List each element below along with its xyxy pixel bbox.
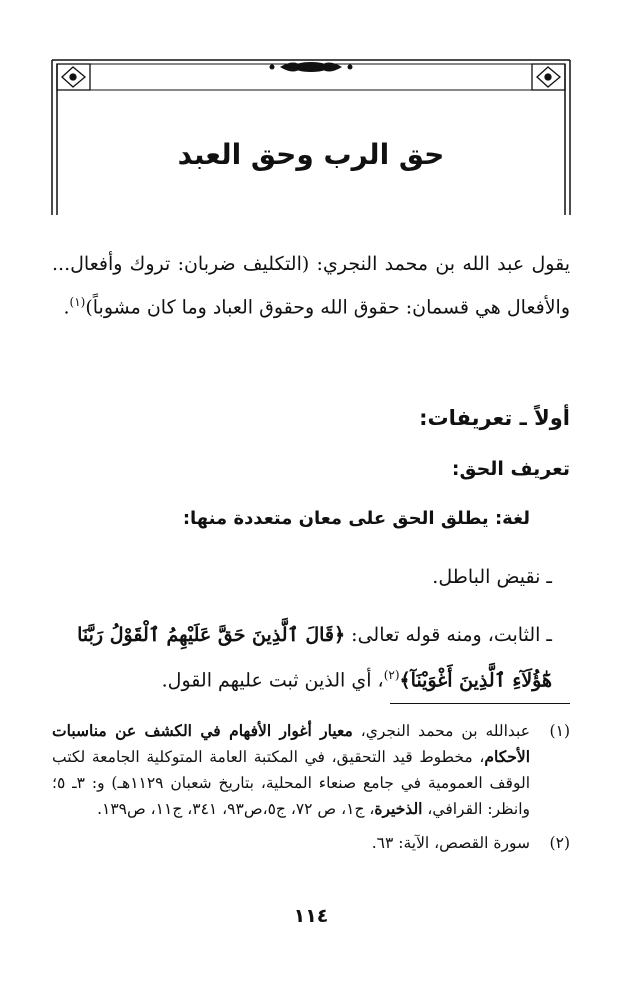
ornamental-header-frame xyxy=(40,50,582,215)
intro-tail: . xyxy=(63,296,70,319)
definition-item-1: ـ نقيض الباطل. xyxy=(432,566,552,588)
definition-item-2 xyxy=(52,615,552,700)
footnote-book-title: معيار أغوار الأفهام في الكشف عن مناسبات الأحكام xyxy=(52,721,530,766)
page-number: ١١٤ xyxy=(293,905,329,927)
quran-verse: ﴿قَالَ ٱلَّذِينَ حَقَّ عَلَيْهِمُ ٱلْقَوْلُ رَبَّنَا هَٰٓؤُلَآءِ ٱلَّذِينَ أَغْوَيْنَآ﴾ xyxy=(77,624,552,692)
footnote-details-2: ، ج١، ص ٧٢، ج٥،ص٩٣، ٣٤١، ج١١، ص١٣٩. xyxy=(97,800,375,818)
footnote-book-title-2: الذخيرة xyxy=(374,799,423,818)
footnote-body: سورة القصص، الآية: ٦٣. xyxy=(371,834,530,852)
footnote-author: عبدالله بن محمد النجري، xyxy=(352,722,530,740)
footnote-number: (٢) xyxy=(549,834,570,852)
intro-paragraph xyxy=(52,245,570,326)
sub-heading: تعريف الحق: xyxy=(451,458,570,480)
chapter-title: حق الرب وحق العبد xyxy=(177,138,445,171)
section-heading: أولاً ـ تعريفات: xyxy=(419,406,570,430)
intro-text: يقول عبد الله بن محمد النجري: (التكليف ضربان: تروك وأفعال... والأفعال هي قسمان: حقوق الله وحقوق العباد وما كان مشوباً) xyxy=(52,253,570,319)
footnote-number: (١) xyxy=(549,722,570,740)
language-definition-line: لغة: يطلق الحق على معان متعددة منها: xyxy=(182,508,530,529)
footnote-separator xyxy=(390,703,570,704)
footnote-body xyxy=(52,718,530,822)
footnote-details: ، مخطوط قيد التحقيق، في المكتبة العامة المتوكلية الجامعة لكتب الوقف العمومية في جامع صنعاء المحلية، بتاريخ شعبان ١١٢٩هـ) و: ٣ـ ٥؛ وانظر: القرافي، xyxy=(52,748,530,818)
footnote-2 xyxy=(52,830,570,856)
item2-lead: ـ الثابت، ومنه قوله تعالى: xyxy=(345,624,552,646)
footnote-ref-1[interactable]: (١) xyxy=(69,295,86,309)
footnotes xyxy=(52,718,570,864)
footnote-1 xyxy=(52,718,570,822)
footnote-ref-2[interactable]: (٢) xyxy=(383,668,400,682)
item2-tail: ، أي الذين ثبت عليهم القول. xyxy=(161,669,384,692)
